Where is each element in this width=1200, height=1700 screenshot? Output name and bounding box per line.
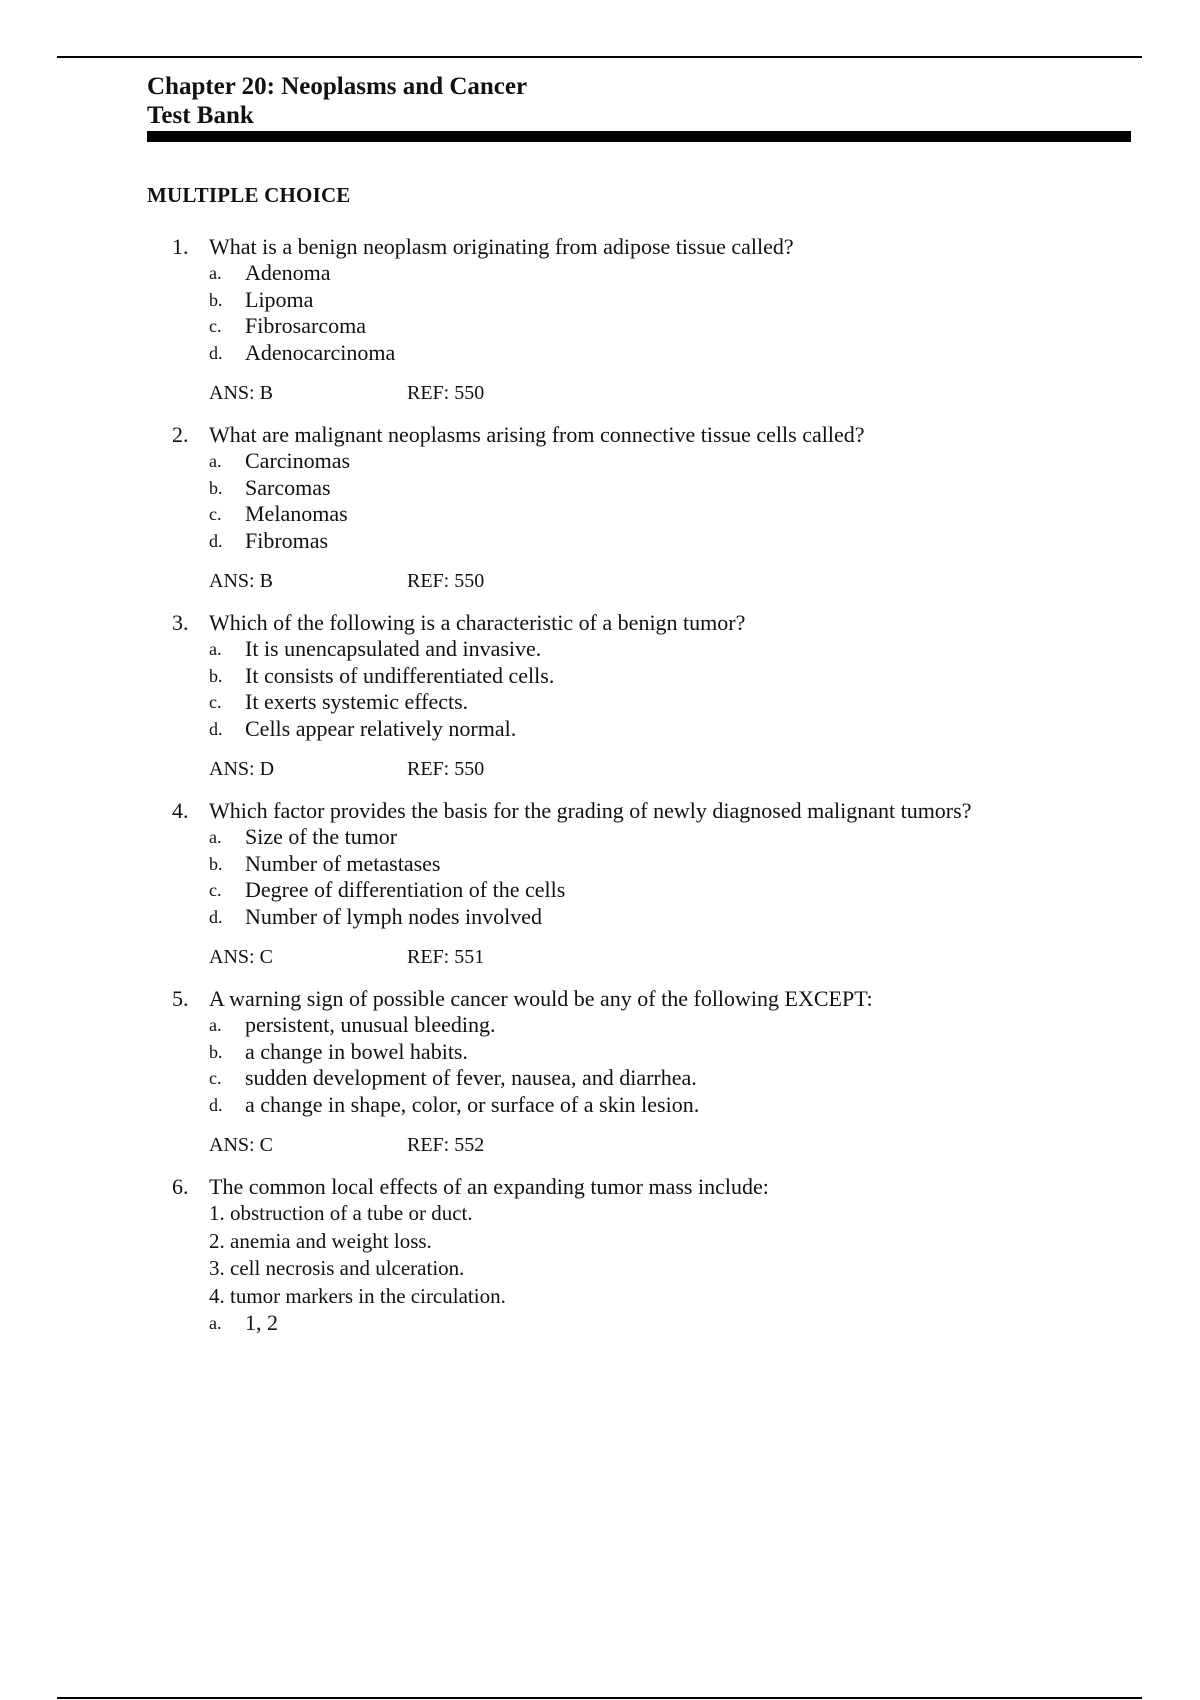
answer-row xyxy=(209,944,1072,970)
option-text: It consists of undifferentiated cells. xyxy=(245,662,555,688)
option-letter: d. xyxy=(209,342,223,363)
option-text: persistent, unusual bleeding. xyxy=(245,1012,496,1037)
option-letter: c. xyxy=(209,1068,222,1088)
option-b xyxy=(209,663,1072,690)
answer-key: ANS: C xyxy=(209,946,273,968)
option-text: Adenoma xyxy=(245,260,331,285)
option-letter: d. xyxy=(209,718,223,739)
answer-key: ANS: C xyxy=(209,1134,273,1156)
question-number: 2. xyxy=(172,422,189,447)
numbered-item: 1. obstruction of a tube or duct. xyxy=(209,1201,473,1225)
option-a xyxy=(209,1310,1072,1337)
question-number: 6. xyxy=(172,1174,189,1199)
answer-key: ANS: B xyxy=(209,382,273,404)
option-letter: a. xyxy=(209,639,222,659)
question-stem: What is a benign neoplasm originating from adipose tissue called? xyxy=(209,234,794,259)
question-6 xyxy=(172,1174,1072,1337)
option-letter: b. xyxy=(209,1041,223,1062)
option-text: Fibrosarcoma xyxy=(245,313,366,338)
option-text: Number of metastases xyxy=(245,850,441,876)
option-d xyxy=(209,1092,1072,1119)
numbered-item: 2. anemia and weight loss. xyxy=(209,1228,432,1253)
answer-row xyxy=(209,380,1072,406)
option-text: Adenocarcinoma xyxy=(245,339,396,365)
option-text: Sarcomas xyxy=(245,474,331,500)
option-b xyxy=(209,287,1072,314)
numbered-item: 4. tumor markers in the circulation. xyxy=(209,1283,506,1308)
section-heading: MULTIPLE CHOICE xyxy=(147,183,351,207)
option-letter: a. xyxy=(209,451,222,471)
chapter-title: Chapter 20: Neoplasms and Cancer xyxy=(147,73,528,100)
page-reference: REF: 550 xyxy=(407,758,485,780)
answer-row xyxy=(209,756,1072,782)
question-5 xyxy=(172,986,1072,1158)
page-reference: REF: 550 xyxy=(407,382,485,404)
top-rule xyxy=(57,56,1142,58)
option-letter: c. xyxy=(209,692,222,712)
option-a xyxy=(209,636,1072,663)
option-c xyxy=(209,877,1072,904)
option-a xyxy=(209,260,1072,287)
option-d xyxy=(209,904,1072,931)
option-text: It exerts systemic effects. xyxy=(245,689,469,714)
question-stem: What are malignant neoplasms arising from connective tissue cells called? xyxy=(209,422,865,447)
option-letter: b. xyxy=(209,289,223,310)
option-letter: d. xyxy=(209,906,223,927)
option-a xyxy=(209,1012,1072,1039)
option-text: Melanomas xyxy=(245,501,348,526)
answer-key: ANS: D xyxy=(209,758,275,780)
page-reference: REF: 551 xyxy=(407,946,485,968)
option-letter: a. xyxy=(209,1015,222,1035)
option-letter: d. xyxy=(209,1094,223,1115)
option-a xyxy=(209,824,1072,851)
page-reference: REF: 550 xyxy=(407,570,485,592)
answer-row xyxy=(209,1132,1072,1158)
option-letter: d. xyxy=(209,530,223,551)
question-number: 1. xyxy=(172,234,189,259)
question-number: 5. xyxy=(172,986,189,1011)
question-number: 4. xyxy=(172,798,189,823)
option-text: Size of the tumor xyxy=(245,824,398,849)
answer-options xyxy=(209,1012,1072,1118)
header-bar xyxy=(147,131,1131,142)
option-letter: b. xyxy=(209,665,223,686)
option-b xyxy=(209,1039,1072,1066)
option-a xyxy=(209,448,1072,475)
question-stem: A warning sign of possible cancer would be any of the following EXCEPT: xyxy=(209,986,873,1011)
question-4 xyxy=(172,798,1072,970)
test-bank-subtitle: Test Bank xyxy=(147,102,254,129)
answer-options xyxy=(209,824,1072,930)
option-letter: a. xyxy=(209,1313,222,1333)
question-list xyxy=(172,234,1072,1353)
question-stem: The common local effects of an expanding tumor mass include: xyxy=(209,1174,769,1199)
answer-options xyxy=(209,636,1072,742)
bottom-rule xyxy=(57,1697,1142,1699)
option-text: It is unencapsulated and invasive. xyxy=(245,636,542,661)
option-c xyxy=(209,689,1072,716)
option-b xyxy=(209,475,1072,502)
question-3 xyxy=(172,610,1072,782)
option-c xyxy=(209,501,1072,528)
option-text: 1, 2 xyxy=(245,1310,278,1335)
answer-row xyxy=(209,568,1072,594)
question-1 xyxy=(172,234,1072,406)
option-letter: c. xyxy=(209,316,222,336)
question-2 xyxy=(172,422,1072,594)
option-letter: a. xyxy=(209,827,222,847)
option-text: Lipoma xyxy=(245,286,314,312)
option-d xyxy=(209,716,1072,743)
question-stem: Which of the following is a characteristic of a benign tumor? xyxy=(209,610,746,635)
document-header xyxy=(147,72,1131,142)
question-stem: Which factor provides the basis for the grading of newly diagnosed malignant tumors? xyxy=(209,798,972,823)
answer-options xyxy=(209,260,1072,366)
answer-options xyxy=(209,448,1072,554)
question-number: 3. xyxy=(172,610,189,635)
numbered-item: 3. cell necrosis and ulceration. xyxy=(209,1256,465,1280)
option-text: Fibromas xyxy=(245,527,329,553)
option-d xyxy=(209,528,1072,555)
option-text: sudden development of fever, nausea, and diarrhea. xyxy=(245,1065,697,1090)
option-b xyxy=(209,851,1072,878)
option-letter: a. xyxy=(209,263,222,283)
option-letter: c. xyxy=(209,504,222,524)
option-c xyxy=(209,313,1072,340)
option-text: Number of lymph nodes involved xyxy=(245,903,542,929)
option-text: Cells appear relatively normal. xyxy=(245,715,517,741)
option-text: Carcinomas xyxy=(245,448,351,473)
option-text: a change in bowel habits. xyxy=(245,1038,468,1064)
option-c xyxy=(209,1065,1072,1092)
option-text: a change in shape, color, or surface of a skin lesion. xyxy=(245,1091,700,1117)
option-letter: b. xyxy=(209,477,223,498)
option-text: Degree of differentiation of the cells xyxy=(245,877,566,902)
answer-key: ANS: B xyxy=(209,570,273,592)
page-reference: REF: 552 xyxy=(407,1134,485,1156)
option-letter: b. xyxy=(209,853,223,874)
numbered-items xyxy=(209,1200,1072,1337)
option-d xyxy=(209,340,1072,367)
option-letter: c. xyxy=(209,880,222,900)
